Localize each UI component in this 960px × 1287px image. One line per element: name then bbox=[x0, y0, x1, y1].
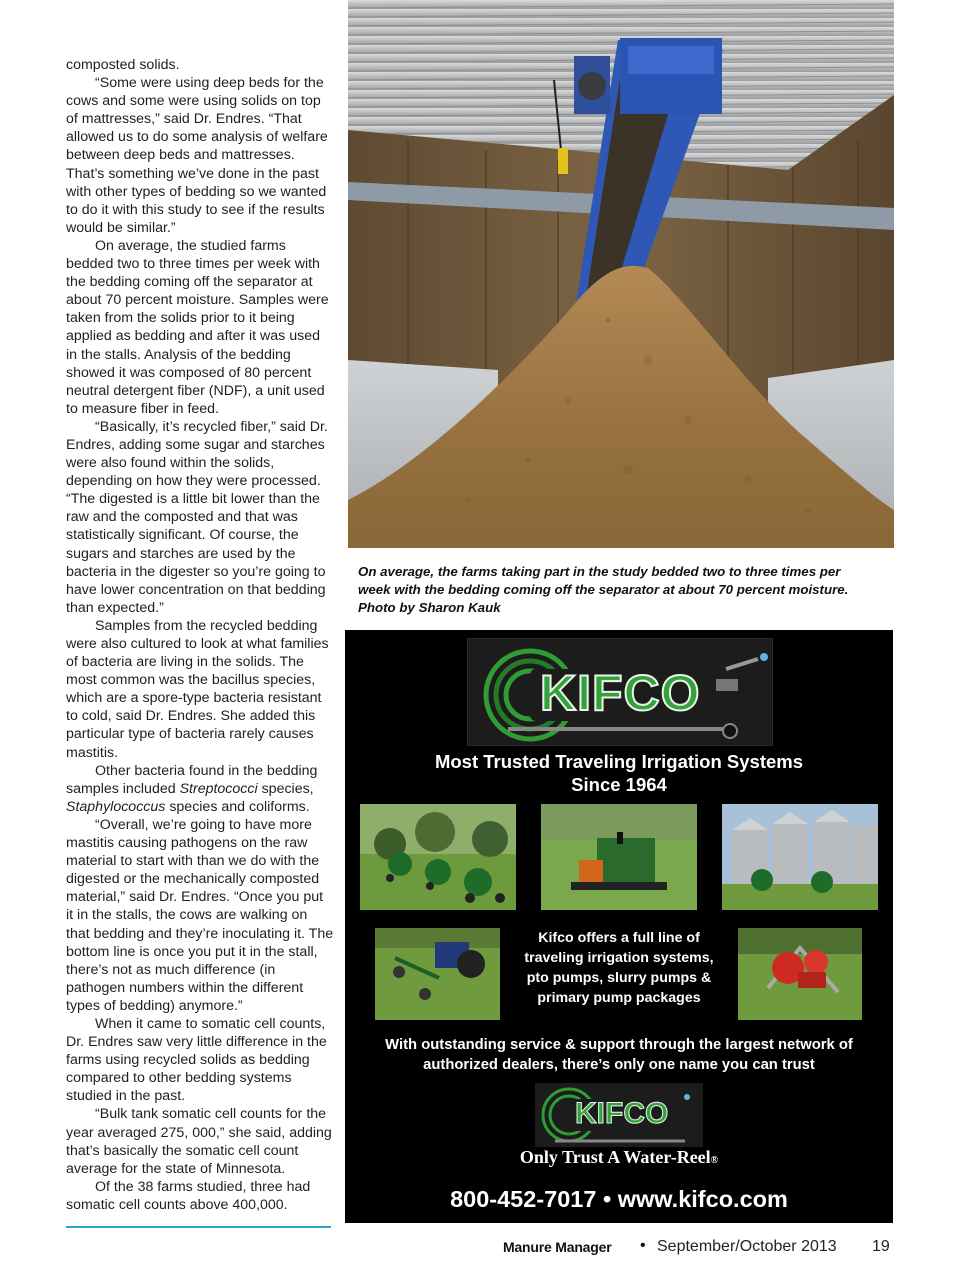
kifco-logo-small bbox=[535, 1083, 703, 1147]
column-rule bbox=[66, 1226, 331, 1228]
ad-service-line: authorized dealers, there’s only one name you can trust bbox=[423, 1057, 815, 1073]
text-run: species and coliforms. bbox=[165, 798, 310, 815]
ad-offer-line: pto pumps, slurry pumps & bbox=[526, 970, 712, 986]
article-paragraph: “Some were using deep beds for the cows and some were using solids on top of mattresses,” said Dr. Endres. “That allowed us to do some analysis of welfare between deep beds and mattresses. That’s something we’ve done in the past with other types of bedding so we wanted to do it with this study to see if the results would be similar.” bbox=[66, 75, 328, 236]
article-paragraph: composted solids. bbox=[66, 57, 180, 73]
ad-offer-line: primary pump packages bbox=[537, 990, 701, 1006]
ad-headline-year: Since 1964 bbox=[571, 774, 667, 795]
footer-bullet: • bbox=[640, 1237, 646, 1254]
article-paragraph bbox=[66, 762, 334, 816]
ad-tagline bbox=[345, 1147, 893, 1168]
ad-headline: Most Trusted Traveling Irrigation Systems bbox=[434, 751, 804, 772]
product-photo-reels bbox=[360, 804, 516, 910]
bedding-pile-photo bbox=[348, 0, 894, 548]
text-run: species, bbox=[257, 780, 314, 797]
ad-offer-line: Kifco offers a full line of bbox=[538, 930, 700, 946]
product-photo-silos bbox=[722, 804, 878, 910]
article-paragraph: Of the 38 farms studied, three had somatic cell counts above 400,000. bbox=[66, 1178, 311, 1213]
caption-credit: Photo by Sharon Kauk bbox=[358, 600, 501, 615]
logo-wordmark: KIFCO bbox=[540, 665, 701, 721]
species-name: Staphylococcus bbox=[66, 798, 166, 815]
product-photo-pump-unit bbox=[541, 804, 697, 910]
footer-magazine: Manure Manager bbox=[503, 1239, 612, 1255]
product-photo-red-pump bbox=[738, 928, 862, 1020]
ad-offer-line: traveling irrigation systems, bbox=[524, 950, 714, 966]
registered-mark: ® bbox=[710, 1155, 719, 1166]
logo-small-wordmark: KIFCO bbox=[575, 1097, 669, 1130]
page-footer bbox=[0, 1238, 960, 1262]
kifco-advertisement[interactable] bbox=[345, 630, 893, 1223]
article-paragraph: “Overall, we’re going to have more mastitis causing pathogens on the raw material to start with than we do with the digested or the mechanically composted material,” said Dr. Endres. “Once you put it in the stalls, the cows are walking on that bedding and they’re inoculating it. The bottom line is once you put it in the stall, there’s not as much difference (in pathogen numbers within the different types of bedding) anymore.” bbox=[66, 816, 334, 1014]
article-column bbox=[66, 56, 334, 1214]
tagline-text: Only Trust A Water-Reel bbox=[519, 1147, 711, 1167]
page-number: 19 bbox=[872, 1238, 890, 1255]
text-run: Other bacteria found in the bedding samples included bbox=[66, 762, 318, 797]
ad-service-line: With outstanding service & support through the largest network of bbox=[385, 1037, 853, 1053]
ad-contact[interactable]: 800-452-7017 • www.kifco.com bbox=[450, 1186, 788, 1212]
caption-line: On average, the farms taking part in the study bedded two to three times per bbox=[358, 564, 841, 579]
footer-issue: September/October 2013 bbox=[657, 1238, 837, 1255]
kifco-logo bbox=[467, 638, 773, 746]
article-paragraph: On average, the studied farms bedded two to three times per week with the bedding coming off the separator at about 70 percent moisture. Samples were taken from the solids prior to it being applied as bedding and after it was used in the stalls. Analysis of the bedding showed it was composed of 80 percent neutral detergent fiber (NDF), a unit used to measure fiber in feed. bbox=[66, 237, 329, 417]
article-paragraph: When it came to somatic cell counts, Dr. Endres saw very little difference in the farms using recycled solids as bedding compared to other bedding systems studied in the past. bbox=[66, 1015, 327, 1105]
photo-caption bbox=[358, 563, 893, 617]
article-paragraph: “Basically, it’s recycled fiber,” said Dr. Endres, adding some sugar and starches were also found within the solids, depending on how they were processed. “The digested is a little bit lower than the raw and the composted and that was statistically significant. Of course, the sugars and starches are used by the bacteria in the digester so you’re going to have lower concentration on that bedding than expected.” bbox=[66, 418, 328, 616]
article-paragraph: Samples from the recycled bedding were also cultured to look at what families of bacteria are living in the solids. The most common was the bacillus species, which are a spore-type bacteria resistant to cold, said Dr. Endres. She added this particular type of bacteria rarely causes mastitis. bbox=[66, 617, 329, 761]
article-paragraph: “Bulk tank somatic cell counts for the year averaged 275, 000,” she said, adding that’s basically the somatic cell count average for the state of Minnesota. bbox=[66, 1106, 332, 1177]
product-photo-tractor bbox=[375, 928, 500, 1020]
species-name: Streptococci bbox=[179, 780, 258, 797]
caption-line: week with the bedding coming off the separator at about 70 percent moisture. bbox=[358, 582, 849, 597]
